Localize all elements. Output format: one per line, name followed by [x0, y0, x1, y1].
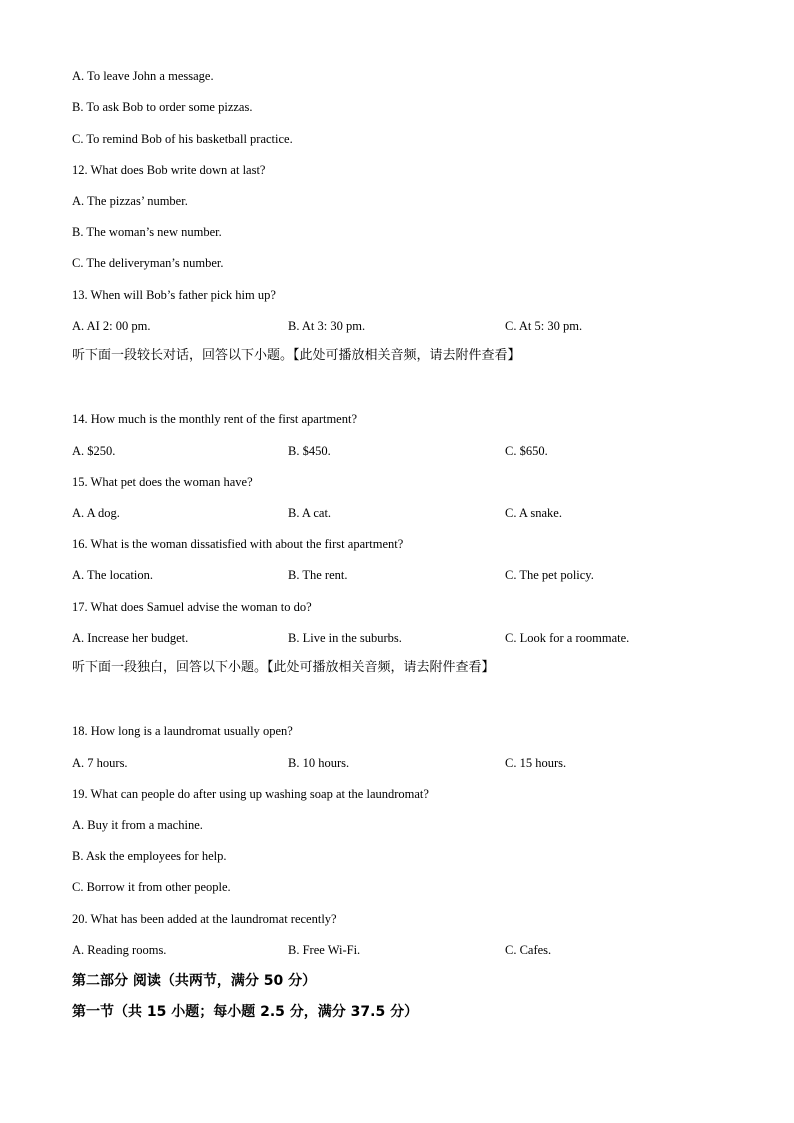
section1-heading: 第一节（共 15 小题；每小题 2.5 分，满分 37.5 分）	[72, 1004, 419, 1020]
q13-option-b: B. At 3: 30 pm.	[288, 319, 366, 333]
q16-stem: 16. What is the woman dissatisfied with about the first apartment?	[72, 537, 404, 551]
q13-option-a: A. AI 2: 00 pm.	[72, 319, 151, 333]
q16-option-c: C. The pet policy.	[505, 568, 594, 582]
q14-option-c: C. $650.	[505, 444, 548, 458]
part2-heading: 第二部分 阅读（共两节，满分 50 分）	[72, 973, 317, 989]
q18-option-a: A. 7 hours.	[72, 756, 128, 770]
q12-option-c: C. The deliveryman’s number.	[72, 256, 224, 270]
q15-option-b: B. A cat.	[288, 506, 332, 520]
q20-option-a: A. Reading rooms.	[72, 943, 167, 957]
q14-option-b: B. $450.	[288, 444, 331, 458]
q17-stem: 17. What does Samuel advise the woman to do?	[72, 600, 312, 614]
q17-option-a: A. Increase her budget.	[72, 631, 189, 645]
q16-option-b: B. The rent.	[288, 568, 348, 582]
q18-option-c: C. 15 hours.	[505, 756, 567, 770]
q14-stem: 14. How much is the monthly rent of the first apartment?	[72, 412, 358, 426]
q20-option-c: C. Cafes.	[505, 943, 552, 957]
q11-option-a: A. To leave John a message.	[72, 69, 214, 83]
q12-option-a: A. The pizzas’ number.	[72, 194, 188, 208]
q13-stem: 13. When will Bob’s father pick him up?	[72, 288, 276, 302]
q17-option-b: B. Live in the suburbs.	[288, 631, 402, 645]
q12-option-b: B. The woman’s new number.	[72, 225, 222, 239]
instruction-long-dialogue: 听下面一段较长对话，回答以下小题。【此处可播放相关音频，请去附件查看】	[72, 348, 521, 363]
q20-option-b: B. Free Wi-Fi.	[288, 943, 361, 957]
q15-option-a: A. A dog.	[72, 506, 120, 520]
q19-option-b: B. Ask the employees for help.	[72, 849, 227, 863]
q19-option-c: C. Borrow it from other people.	[72, 880, 231, 894]
q12-stem: 12. What does Bob write down at last?	[72, 163, 266, 177]
q20-stem: 20. What has been added at the laundromat recently?	[72, 912, 337, 926]
q13-option-c: C. At 5: 30 pm.	[505, 319, 583, 333]
q16-option-a: A. The location.	[72, 568, 153, 582]
q17-option-c: C. Look for a roommate.	[505, 631, 630, 645]
q19-option-a: A. Buy it from a machine.	[72, 818, 203, 832]
q11-option-c: C. To remind Bob of his basketball practice.	[72, 132, 293, 146]
q15-stem: 15. What pet does the woman have?	[72, 475, 253, 489]
q15-option-c: C. A snake.	[505, 506, 562, 520]
q18-stem: 18. How long is a laundromat usually open?	[72, 724, 293, 738]
instruction-monologue: 听下面一段独白，回答以下小题。【此处可播放相关音频，请去附件查看】	[72, 660, 495, 675]
q11-option-b: B. To ask Bob to order some pizzas.	[72, 100, 253, 114]
q19-stem: 19. What can people do after using up washing soap at the laundromat?	[72, 787, 429, 801]
q14-option-a: A. $250.	[72, 444, 116, 458]
q18-option-b: B. 10 hours.	[288, 756, 350, 770]
